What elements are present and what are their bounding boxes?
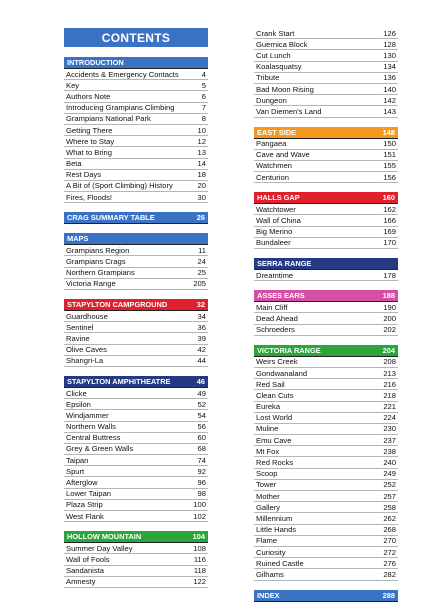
toc-entry[interactable]	[64, 245, 208, 256]
section-page: 46	[196, 376, 205, 386]
entry-label: Dungeon	[256, 95, 287, 105]
toc-entry[interactable]	[254, 446, 398, 457]
section-title: CRAG SUMMARY TABLE	[67, 213, 155, 223]
entry-page: 142	[383, 95, 396, 105]
entry-page: 262	[383, 513, 396, 523]
entry-label: Pangaea	[256, 139, 287, 149]
entry-label: Gondwanaland	[256, 368, 308, 378]
toc-entry[interactable]	[64, 147, 208, 158]
entry-page: 100	[193, 500, 206, 510]
entry-page: 60	[197, 433, 206, 443]
left-sections	[64, 57, 208, 588]
toc-entry[interactable]	[64, 356, 208, 367]
section-page: 288	[382, 590, 395, 600]
entry-page: 20	[197, 181, 206, 191]
entry-page: 205	[193, 279, 206, 289]
section-crag-summary-table	[64, 212, 208, 224]
entry-page: 249	[383, 469, 396, 479]
section-header[interactable]	[254, 192, 398, 204]
entry-page: 116	[193, 554, 206, 564]
section-serra-range	[254, 258, 398, 281]
entry-page: 143	[383, 106, 396, 116]
toc-entry[interactable]	[254, 502, 398, 513]
entry-label: Clicke	[66, 388, 87, 398]
entry-label: Millennium	[256, 513, 293, 523]
toc-entry[interactable]	[254, 270, 398, 281]
entry-page: 14	[197, 159, 206, 169]
entry-label: Main Cliff	[256, 302, 288, 312]
entry-label: Authors Note	[66, 91, 111, 101]
entry-page: 122	[193, 577, 206, 587]
entry-label: Little Hands	[256, 525, 297, 535]
section-title: HOLLOW MOUNTAIN	[67, 532, 142, 542]
entry-page: 126	[383, 28, 396, 38]
section-continued	[254, 28, 398, 118]
toc-entry[interactable]	[254, 569, 398, 580]
section-page: 160	[382, 193, 395, 203]
toc-entry[interactable]	[64, 554, 208, 565]
entry-label: Key	[66, 80, 80, 90]
entry-page: 155	[383, 161, 396, 171]
entry-page: 268	[383, 525, 396, 535]
entry-page: 4	[201, 69, 206, 79]
entry-page: 166	[383, 216, 396, 226]
section-page: 32	[196, 300, 205, 309]
toc-entry[interactable]	[254, 313, 398, 324]
toc-entry[interactable]	[254, 402, 398, 413]
right-sections	[254, 28, 398, 602]
toc-entry[interactable]	[64, 399, 208, 410]
entry-page: 24	[197, 257, 206, 267]
entry-page: 18	[197, 170, 206, 180]
section-title: ASSES EARS	[257, 291, 305, 301]
entry-page: 12	[197, 136, 206, 146]
entry-page: 221	[383, 402, 396, 412]
entry-page: 5	[201, 80, 206, 90]
section-title: HALLS GAP	[257, 193, 300, 203]
entry-label: Northern Walls	[66, 422, 116, 432]
entry-label: Windjammer	[66, 410, 109, 420]
entry-label: Shangri-La	[66, 356, 104, 366]
entry-page: 6	[201, 91, 206, 101]
entry-page: 42	[197, 345, 206, 355]
entry-label: Mother	[256, 491, 280, 501]
entry-label: Flame	[256, 536, 278, 546]
entry-page: 92	[197, 466, 206, 476]
entry-label: Tribute	[256, 73, 280, 83]
entry-label: Big Merino	[256, 227, 293, 237]
entry-page: 74	[197, 455, 206, 465]
entry-label: Grampians Region	[66, 245, 130, 255]
entry-label: Schroeders	[256, 325, 295, 335]
toc-entry[interactable]	[64, 159, 208, 170]
entry-label: Guernica Block	[256, 39, 308, 49]
entry-label: Rest Days	[66, 170, 102, 180]
entry-label: West Flank	[66, 511, 104, 521]
toc-entry[interactable]	[254, 215, 398, 226]
entry-label: Wall of Fools	[66, 554, 110, 564]
toc-entry[interactable]	[254, 50, 398, 61]
entry-page: 270	[383, 536, 396, 546]
section-page: 148	[382, 127, 395, 137]
toc-entry[interactable]	[64, 455, 208, 466]
toc-entry[interactable]	[254, 491, 398, 502]
entry-label: Watchmen	[256, 161, 293, 171]
entry-page: 272	[383, 547, 396, 557]
entry-page: 8	[201, 114, 206, 124]
toc-entry[interactable]	[254, 379, 398, 390]
entry-page: 68	[197, 444, 206, 454]
entry-label: Summer Day Valley	[66, 543, 133, 553]
section-title: STAPYLTON CAMPGROUND	[67, 300, 168, 309]
section-title: EAST SIDE	[257, 127, 297, 137]
entry-page: 237	[383, 435, 396, 445]
toc-entry[interactable]	[254, 390, 398, 401]
entry-label: Wall of China	[256, 216, 301, 226]
section-header[interactable]	[64, 57, 208, 69]
section-title: INDEX	[257, 590, 280, 600]
toc-entry[interactable]	[254, 73, 398, 84]
section-maps	[64, 233, 208, 290]
section-header[interactable]	[64, 531, 208, 543]
toc-entry[interactable]	[64, 91, 208, 102]
entry-label: Weirs Creek	[256, 357, 298, 367]
section-header[interactable]	[64, 376, 208, 388]
section-header[interactable]	[64, 299, 208, 311]
entry-page: 52	[197, 399, 206, 409]
entry-label: Red Sail	[256, 379, 285, 389]
entry-label: Plaza Strip	[66, 500, 103, 510]
entry-label: Koalasquatsy	[256, 62, 302, 72]
entry-page: 34	[197, 311, 206, 321]
toc-entry[interactable]	[64, 268, 208, 279]
toc-entry[interactable]	[64, 136, 208, 147]
entry-label: Curiosity	[256, 547, 286, 557]
toc-entry[interactable]	[254, 161, 398, 172]
toc-entry[interactable]	[254, 457, 398, 468]
entry-page: 218	[383, 390, 396, 400]
entry-label: What to Bring	[66, 147, 113, 157]
entry-label: Dead Ahead	[256, 313, 298, 323]
section-title: SERRA RANGE	[257, 259, 312, 268]
entry-label: Central Buttress	[66, 433, 121, 443]
entry-page: 134	[383, 62, 396, 72]
entry-label: Centurion	[256, 172, 289, 182]
entry-label: Muline	[256, 424, 279, 434]
entry-label: Lower Taipan	[66, 489, 112, 499]
entry-label: Red Rocks	[256, 458, 294, 468]
entry-page: 252	[383, 480, 396, 490]
entry-page: 216	[383, 379, 396, 389]
section-header[interactable]	[64, 212, 208, 224]
entry-page: 118	[193, 566, 206, 576]
entry-label: Victoria Range	[66, 279, 116, 289]
entry-label: A Bit of (Sport Climbing) History	[66, 181, 173, 191]
entry-page: 11	[198, 245, 206, 255]
right-column	[254, 0, 398, 611]
entry-page: 140	[383, 84, 396, 94]
section-page: 26	[196, 213, 205, 223]
toc-entry[interactable]	[64, 477, 208, 488]
entry-label: Scoop	[256, 469, 278, 479]
toc-entry[interactable]	[64, 311, 208, 322]
entry-page: 10	[197, 125, 206, 135]
section-victoria-range	[254, 345, 398, 581]
toc-entry[interactable]	[64, 500, 208, 511]
entry-label: Mt Fox	[256, 446, 280, 456]
entry-page: 258	[383, 502, 396, 512]
entry-label: Bundaleer	[256, 238, 291, 248]
entry-label: Tower	[256, 480, 277, 490]
toc-entry[interactable]	[64, 543, 208, 554]
toc-entry[interactable]	[254, 547, 398, 558]
entry-label: Spurt	[66, 466, 85, 476]
entry-page: 151	[383, 150, 396, 160]
entry-page: 25	[197, 268, 206, 278]
entry-label: Cut Lunch	[256, 50, 291, 60]
section-introduction	[64, 57, 208, 203]
section-title: MAPS	[67, 234, 89, 244]
toc-entry[interactable]	[64, 181, 208, 192]
section-stapylton-campground	[64, 299, 208, 367]
entry-label: Olive Caves	[66, 345, 107, 355]
entry-page: 54	[197, 410, 206, 420]
toc-entry[interactable]	[64, 322, 208, 333]
section-title: STAPYLTON AMPHITHEATRE	[67, 376, 171, 386]
entry-label: Bad Moon Rising	[256, 84, 314, 94]
entry-page: 224	[383, 413, 396, 423]
entry-page: 282	[383, 569, 396, 579]
toc-entry[interactable]	[254, 39, 398, 50]
toc-entry[interactable]	[254, 357, 398, 368]
toc-entry[interactable]	[64, 489, 208, 500]
toc-entry[interactable]	[254, 150, 398, 161]
entry-label: Fires, Floods!	[66, 192, 112, 202]
section-hollow-mountain	[64, 531, 208, 588]
toc-entry[interactable]	[64, 345, 208, 356]
entry-label: Watchtower	[256, 204, 296, 214]
section-asses-ears	[254, 290, 398, 336]
entry-page: 49	[197, 388, 206, 398]
toc-entry[interactable]	[64, 125, 208, 136]
entry-page: 156	[383, 172, 396, 182]
toc-entry[interactable]	[64, 279, 208, 290]
toc-entry[interactable]	[64, 466, 208, 477]
toc-entry[interactable]	[254, 84, 398, 95]
toc-entry[interactable]	[254, 62, 398, 73]
entry-page: 36	[197, 322, 206, 332]
entry-page: 200	[383, 313, 396, 323]
toc-entry[interactable]	[254, 204, 398, 215]
toc-entry[interactable]	[64, 566, 208, 577]
section-east-side	[254, 127, 398, 184]
section-header[interactable]	[254, 127, 398, 139]
toc-entry[interactable]	[64, 410, 208, 421]
entry-label: Introducing Grampians Climbing	[66, 103, 175, 113]
entry-page: 238	[383, 446, 396, 456]
toc-entry[interactable]	[254, 238, 398, 249]
entry-page: 13	[197, 147, 206, 157]
entry-page: 257	[383, 491, 396, 501]
entry-page: 213	[383, 368, 396, 378]
entry-label: Ruined Castle	[256, 558, 304, 568]
toc-entry[interactable]	[254, 424, 398, 435]
toc-entry[interactable]	[254, 106, 398, 117]
section-stapylton-amphitheatre	[64, 376, 208, 522]
toc-entry[interactable]	[64, 80, 208, 91]
entry-label: Grey & Green Walls	[66, 444, 134, 454]
entry-page: 169	[383, 227, 396, 237]
entry-label: Cave and Wave	[256, 150, 310, 160]
entry-label: Epsilon	[66, 399, 91, 409]
entry-label: Crank Start	[256, 28, 295, 38]
section-page: 188	[382, 291, 395, 301]
section-header[interactable]	[254, 290, 398, 302]
entry-label: Gallery	[256, 502, 281, 512]
entry-label: Ravine	[66, 333, 90, 343]
toc-entry[interactable]	[64, 422, 208, 433]
entry-page: 44	[197, 356, 206, 366]
toc-entry[interactable]	[64, 69, 208, 80]
toc-entry[interactable]	[254, 525, 398, 536]
entry-label: Afterglow	[66, 478, 98, 488]
entry-page: 230	[383, 424, 396, 434]
section-header[interactable]	[254, 345, 398, 357]
entry-label: Grampians National Park	[66, 114, 151, 124]
toc-entry[interactable]	[64, 388, 208, 399]
toc-entry[interactable]	[64, 114, 208, 125]
entry-page: 150	[383, 139, 396, 149]
entry-label: Sandanista	[66, 566, 104, 576]
toc-entry[interactable]	[64, 444, 208, 455]
entry-label: Amnesty	[66, 577, 96, 587]
entry-page: 170	[383, 238, 396, 248]
toc-entry[interactable]	[254, 95, 398, 106]
entry-label: Gilhams	[256, 569, 284, 579]
contents-title: CONTENTS	[64, 28, 208, 47]
entry-page: 30	[197, 192, 206, 202]
toc-entry[interactable]	[254, 325, 398, 336]
entry-page: 162	[383, 204, 396, 214]
entry-page: 208	[383, 357, 396, 367]
toc-entry[interactable]	[254, 413, 398, 424]
toc-entry[interactable]	[64, 577, 208, 588]
toc-entry[interactable]	[254, 513, 398, 524]
entry-page: 202	[383, 325, 396, 335]
entry-page: 98	[197, 489, 206, 499]
entry-label: Getting There	[66, 125, 113, 135]
entry-page: 102	[193, 511, 206, 521]
toc-entry[interactable]	[254, 28, 398, 39]
toc-entry[interactable]	[254, 536, 398, 547]
entry-label: Taipan	[66, 455, 89, 465]
toc-entry[interactable]	[254, 227, 398, 238]
entry-page: 7	[201, 103, 206, 113]
toc-entry[interactable]	[64, 103, 208, 114]
entry-page: 276	[383, 558, 396, 568]
entry-label: Eureka	[256, 402, 281, 412]
section-halls-gap	[254, 192, 398, 249]
toc-entry[interactable]	[254, 480, 398, 491]
toc-entry[interactable]	[64, 333, 208, 344]
toc-entry[interactable]	[64, 170, 208, 181]
entry-page: 39	[197, 333, 206, 343]
toc-entry[interactable]	[64, 511, 208, 522]
entry-page: 136	[383, 73, 396, 83]
entry-label: Sentinel	[66, 322, 94, 332]
entry-label: Emu Cave	[256, 435, 292, 445]
section-header[interactable]	[64, 233, 208, 245]
entry-page: 108	[193, 543, 206, 553]
toc-entry[interactable]	[254, 558, 398, 569]
entry-page: 96	[197, 478, 206, 488]
entry-page: 128	[383, 39, 396, 49]
section-page: 104	[192, 532, 205, 542]
toc-entry[interactable]	[64, 256, 208, 267]
toc-entry[interactable]	[64, 192, 208, 203]
entry-page: 190	[383, 302, 396, 312]
entry-label: Lost World	[256, 413, 293, 423]
entry-page: 56	[197, 422, 206, 432]
entry-page: 240	[383, 458, 396, 468]
toc-entry[interactable]	[254, 435, 398, 446]
section-title: VICTORIA RANGE	[257, 345, 321, 355]
entry-page: 178	[383, 270, 396, 280]
toc-entry[interactable]	[254, 302, 398, 313]
entry-page: 130	[383, 50, 396, 60]
entry-label: Accidents & Emergency Contacts	[66, 69, 179, 79]
entry-label: Guardhouse	[66, 311, 108, 321]
toc-entry[interactable]	[254, 172, 398, 183]
toc-entry[interactable]	[64, 433, 208, 444]
toc-entry[interactable]	[254, 139, 398, 150]
section-page: 204	[382, 345, 395, 355]
entry-label: Grampians Crags	[66, 257, 126, 267]
entry-label: Beta	[66, 159, 82, 169]
section-header[interactable]	[254, 258, 398, 270]
section-title: INTRODUCTION	[67, 58, 124, 67]
toc-entry[interactable]	[254, 368, 398, 379]
entry-label: Northern Grampians	[66, 268, 135, 278]
entry-label: Dreamtime	[256, 270, 294, 280]
entry-label: Where to Stay	[66, 136, 115, 146]
entry-label: Van Diemen's Land	[256, 106, 322, 116]
toc-entry[interactable]	[254, 469, 398, 480]
entry-label: Clean Cuts	[256, 390, 294, 400]
left-column	[64, 0, 208, 597]
